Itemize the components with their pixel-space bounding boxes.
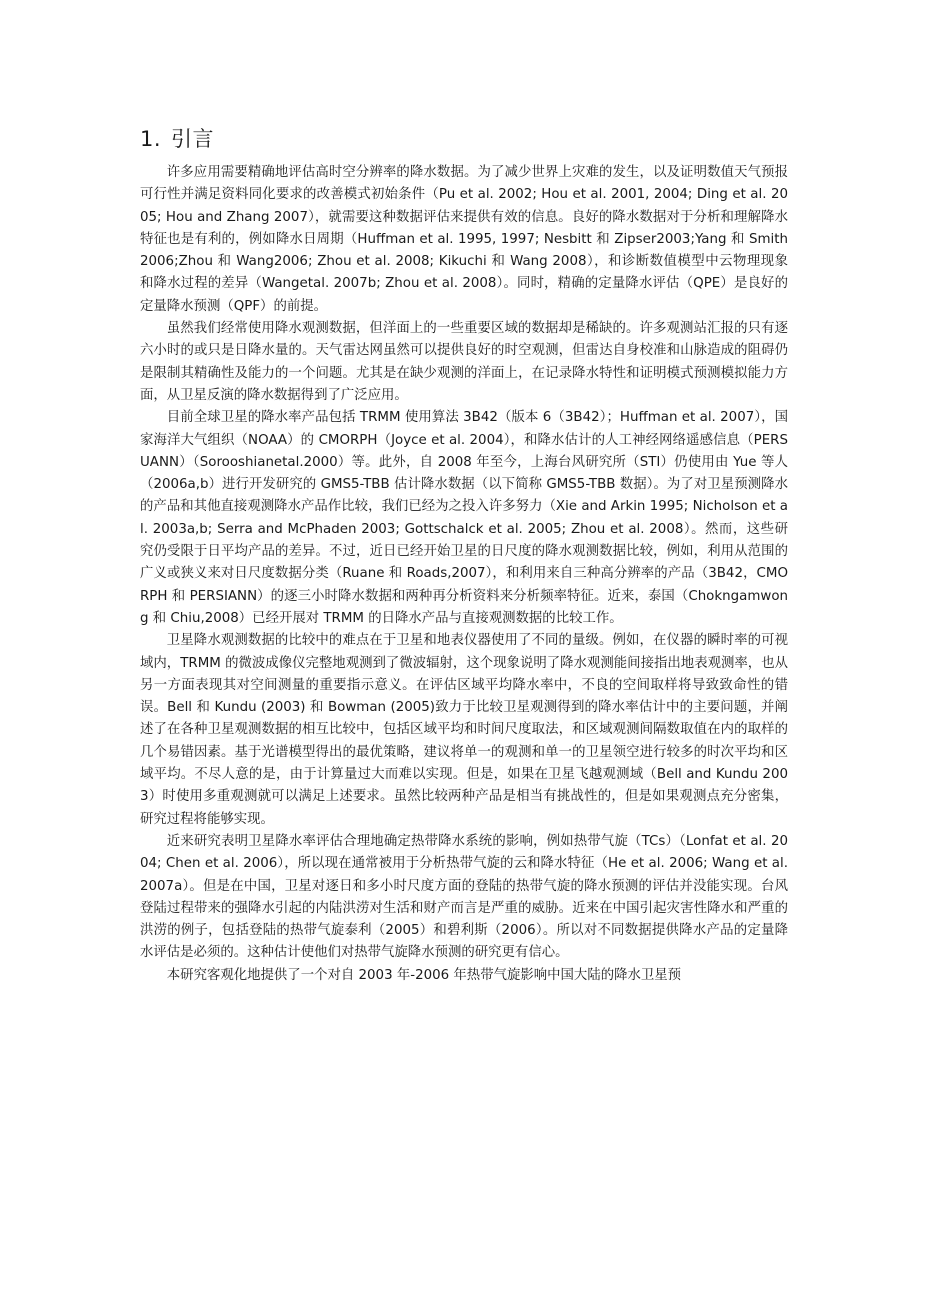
section-heading <box>140 124 788 154</box>
section-title: 引言 <box>171 127 215 151</box>
paragraph-intro-4: 卫星降水观测数据的比较中的难点在于卫星和地表仪器使用了不同的量级。例如，在仪器的瞬时率的可视域内，TRMM 的微波成像仪完整地观测到了微波辐射，这个现象说明了降水观测能间接指出地表观测率，也从另一方面表现其对空间测量的重要指示意义。在评估区域平均降水率中，不良的空间取样将导致致命性的错误。Bell 和 Kundu (2003) 和 Bowman (2005)致力于比较卫星观测得到的降水率估计中的主要问题，并阐述了在各种卫星观测数据的相互比较中，包括区域平均和时间尺度取法，和区域观测间隔数取值在内的取样的几个易错因素。基于光谱模型得出的最优策略，建议将单一的观测和单一的卫星领空进行较多的时次平均和区域平均。不尽人意的是，由于计算量过大而难以实现。但是，如果在卫星飞越观测域（Bell and Kundu 2003）时使用多重观测就可以满足上述要求。虽然比较两种产品是相当有挑战性的，但是如果观测点充分密集，研究过程将能够实现。 <box>140 633 788 827</box>
paragraph-intro-2: 虽然我们经常使用降水观测数据，但洋面上的一些重要区域的数据却是稀缺的。许多观测站汇报的只有逐六小时的或只是日降水量的。天气雷达网虽然可以提供良好的时空观测，但雷达自身校准和山脉造成的阻碍仍是限制其精确性及能力的一个问题。尤其是在缺少观测的洋面上，在记录降水特性和证明模式预测模拟能力方面，从卫星反演的降水数据得到了广泛应用。 <box>140 321 788 403</box>
paragraph-intro-1: 许多应用需要精确地评估高时空分辨率的降水数据。为了减少世界上灾难的发生，以及证明数值天气预报可行性并满足资料同化要求的改善模式初始条件（Pu et al. 2002; Hou et al. 2001, 2004; Ding et al. 2005; Hou and Zhang 2007），就需要这种数据评估来提供有效的信息。良好的降水数据对于分析和理解降水特征也是有利的，例如降水日周期（Huffman et al. 1995, 1997; Nesbitt 和 Zipser2003;Yang 和 Smith2006;Zhou 和 Wang2006; Zhou et al. 2008; Kikuchi 和 Wang 2008），和诊断数值模型中云物理现象和降水过程的差异（Wangetal. 2007b; Zhou et al. 2008）。同时，精确的定量降水评估（QPE）是良好的定量降水预测（QPF）的前提。 <box>140 165 788 314</box>
paragraph-intro-5: 近来研究表明卫星降水率评估合理地确定热带降水系统的影响，例如热带气旋（TCs）（Lonfat et al. 2004; Chen et al. 2006），所以现在通常被用于分析热带气旋的云和降水特征（He et al. 2006; Wang et al. 2007a）。但是在中国，卫星对逐日和多小时尺度方面的登陆的热带气旋的降水预测的评估并没能实现。台风登陆过程带来的强降水引起的内陆洪涝对生活和财产而言是严重的威胁。近来在中国引起灾害性降水和严重的洪涝的例子，包括登陆的热带气旋泰利（2005）和碧利斯（2006）。所以对不同数据提供降水产品的定量降水评估是必须的。这种估计使他们对热带气旋降水预测的研究更有信心。 <box>140 833 788 961</box>
document-page <box>140 124 788 987</box>
section-number: 1. <box>140 127 162 151</box>
paragraph-intro-6: 本研究客观化地提供了一个对自 2003 年-2006 年热带气旋影响中国大陆的降水卫星预 <box>166 967 682 983</box>
paragraph-intro-3: 目前全球卫星的降水率产品包括 TRMM 使用算法 3B42（版本 6（3B42）；Huffman et al. 2007），国家海洋大气组织（NOAA）的 CMORPH（Joyce et al. 2004），和降水估计的人工神经网络遥感信息（PERSUANN）（Sorooshianetal.2000）等。此外，自 2008 年至今，上海台风研究所（STI）仍使用由 Yue 等人（2006a,b）进行开发研究的 GMS5-TBB 估计降水数据（以下简称 GMS5-TBB 数据）。为了对卫星预测降水的产品和其他直接观测降水产品作比较，我们已经为之投入许多努力（Xie and Arkin 1995; Nicholson et al. 2003a,b; Serra and McPhaden 2003; Gottschalck et al. 2005; Zhou et al. 2008）。然而，这些研究仍受限于日平均产品的差异。不过，近日已经开始卫星的日尺度的降水观测数据比较，例如，利用从范围的广义或狭义来对日尺度数据分类（Ruane 和 Roads,2007），和利用来自三种高分辨率的产品（3B42，CMORPH 和 PERSIANN）的逐三小时降水数据和两种再分析资料来分析频率特征。近来，泰国（Chokngamwong 和 Chiu,2008）已经开展对 TRMM 的日降水产品与直接观测数据的比较工作。 <box>140 410 788 626</box>
